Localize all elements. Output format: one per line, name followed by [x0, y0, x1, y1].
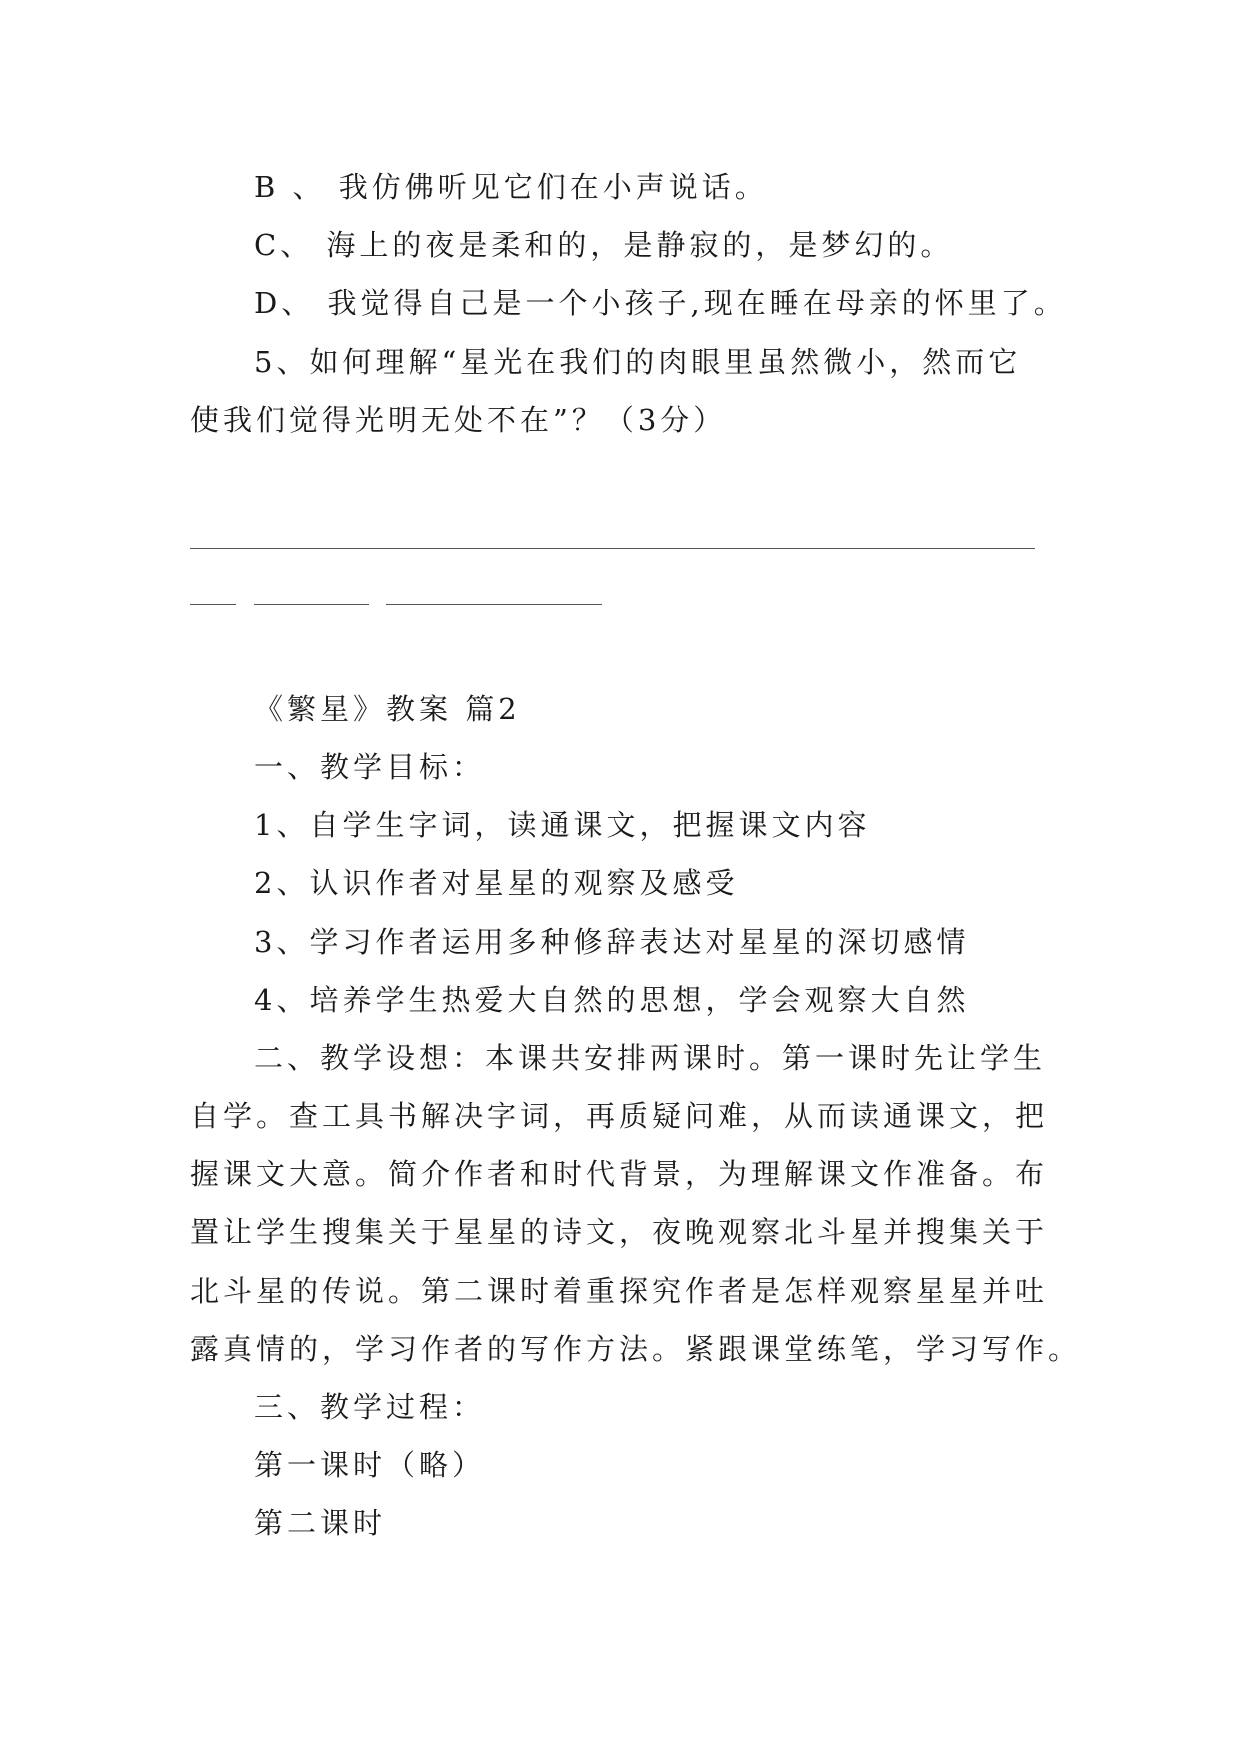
design-paragraph-line: 置让学生搜集关于星星的诗文，夜晚观察北斗星并搜集关于: [190, 1215, 1049, 1249]
process-heading: 三、教学过程：: [254, 1390, 486, 1424]
lesson-2-label: 第二课时: [254, 1506, 387, 1540]
answer-line-2c: [386, 604, 602, 605]
design-paragraph-line: 二、教学设想：本课共安排两课时。第一课时先让学生: [254, 1041, 1047, 1075]
option-b: B 、 我仿佛听见它们在小声说话。: [254, 170, 768, 204]
answer-line-1: [190, 548, 1035, 549]
goal-item: 4、培养学生热爱大自然的思想，学会观察大自然: [254, 983, 970, 1017]
design-paragraph-line: 露真情的，学习作者的写作方法。紧跟课堂练笔，学习写作。: [190, 1332, 1082, 1366]
option-d: D、 我觉得自己是一个小孩子,现在睡在母亲的怀里了。: [254, 286, 1067, 320]
question-5-line-2: 使我们觉得光明无处不在”？（3分）: [190, 403, 727, 437]
answer-line-2a: [190, 604, 236, 605]
goal-item: 2、认识作者对星星的观察及感受: [254, 866, 739, 900]
section-title: 《繁星》教案 篇2: [254, 692, 521, 726]
goal-item: 3、学习作者运用多种修辞表达对星星的深切感情: [254, 925, 970, 959]
answer-line-2b: [254, 604, 369, 605]
option-c: C、 海上的夜是柔和的，是静寂的，是梦幻的。: [254, 228, 954, 262]
goals-heading: 一、教学目标：: [254, 750, 486, 784]
goal-item: 1、自学生字词，读通课文，把握课文内容: [254, 808, 871, 842]
lesson-1-label: 第一课时（略）: [254, 1448, 486, 1482]
design-paragraph-line: 自学。查工具书解决字词，再质疑问难，从而读通课文，把: [190, 1099, 1049, 1133]
design-paragraph-line: 握课文大意。简介作者和时代背景，为理解课文作准备。布: [190, 1157, 1049, 1191]
design-paragraph-line: 北斗星的传说。第二课时着重探究作者是怎样观察星星并吐: [190, 1274, 1049, 1308]
question-5-line-1: 5、如何理解“星光在我们的肉眼里虽然微小，然而它: [254, 345, 1022, 379]
